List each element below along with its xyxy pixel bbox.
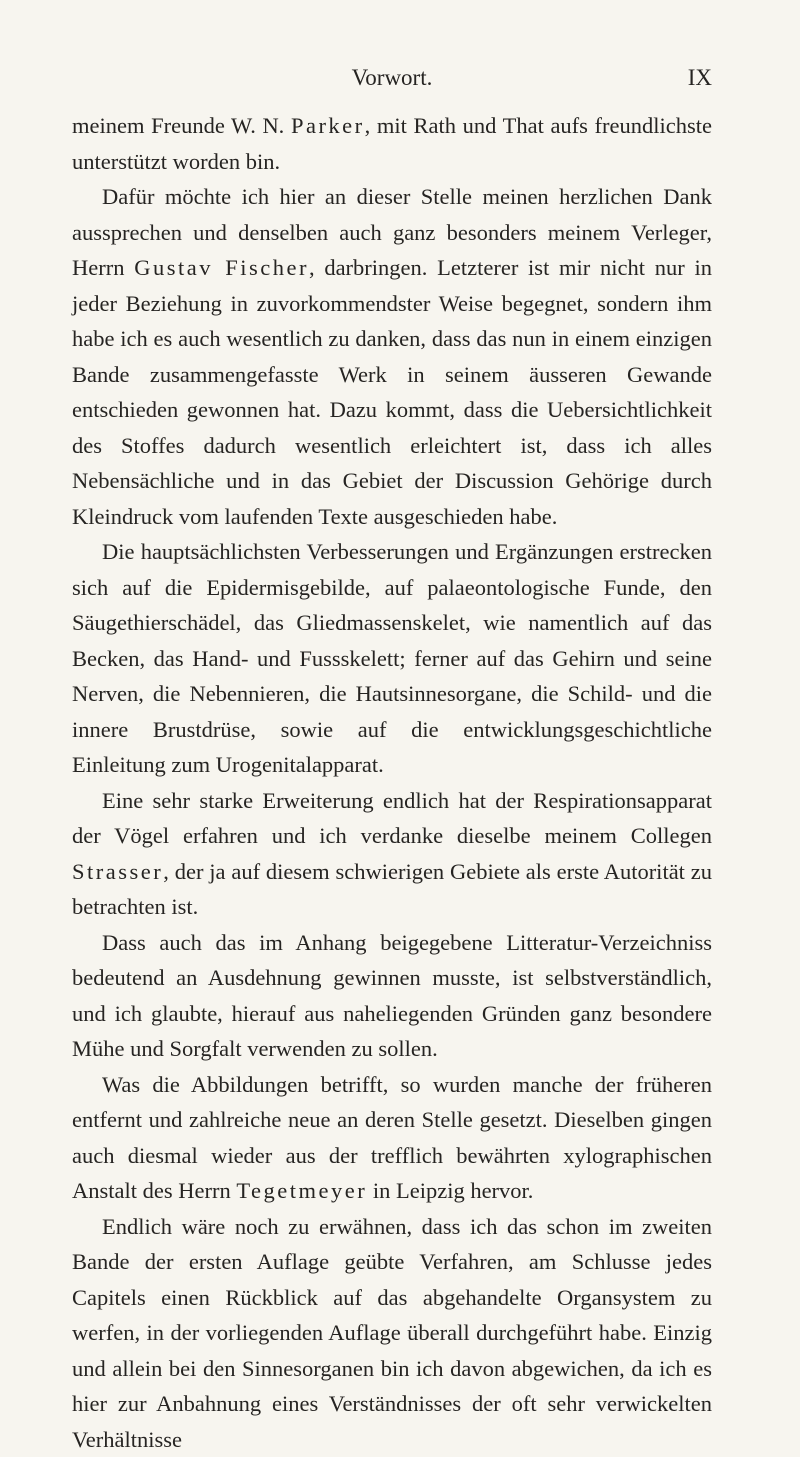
text-segment: Eine sehr starke Erweiterung endlich hat der Respirationsapparat der Vögel erfahren und ich verdanke dieselbe meinem Collegen	[72, 788, 712, 849]
running-title: Vorwort.	[72, 58, 712, 98]
body-text	[72, 108, 712, 1457]
text-segment: Dass auch das im Anhang beigegebene Litteratur-Verzeichniss bedeutend an Ausdehnung gewinnen musste, ist selbstverständlich, und ich glaubte, hierauf aus naheliegenden Gründen ganz besondere Mühe und Sorgfalt verwenden zu sollen.	[72, 930, 712, 1062]
spaced-name-parker: Parker	[291, 113, 365, 138]
paragraph	[72, 1209, 712, 1457]
text-segment: Endlich wäre noch zu erwähnen, dass ich das schon im zweiten Bande der ersten Auflage geübte Verfahren, am Schlusse jedes Capitels einen Rückblick auf das abgehandelte Organsystem zu werfen, in der vorliegenden Auflage überall durchgeführt habe. Einzig und allein bei den Sinnesorganen bin ich davon abgewichen, da ich es hier zur Anbahnung eines Verständnisses der oft sehr verwickelten Verhältnisse	[72, 1214, 712, 1452]
text-segment: Dafür möchte ich hier an dieser Stelle meinen herzlichen Dank aussprechen und denselben auch ganz besonders meinem Verleger, Herrn	[72, 184, 712, 280]
text-segment: meinem Freunde W. N.	[72, 113, 291, 138]
paragraph	[72, 534, 712, 783]
paragraph	[72, 783, 712, 925]
paragraph	[72, 108, 712, 179]
text-segment: in Leipzig hervor.	[367, 1178, 533, 1203]
paragraph	[72, 1067, 712, 1209]
spaced-name-gustav-fischer: Gustav Fischer	[134, 255, 309, 280]
text-segment: Was die Abbildungen betrifft, so wurden manche der früheren entfernt und zahlreiche neue an deren Stelle gesetzt. Dieselben gingen auch diesmal wieder aus der trefflich bewährten xylographischen Anstalt des Herrn	[72, 1072, 712, 1204]
text-segment: Die hauptsächlichsten Verbesserungen und Ergänzungen erstrecken sich auf die Epidermisgebilde, auf palaeontologische Funde, den Säugethierschädel, das Gliedmassenskelet, wie namentlich auf das Becken, das Hand- und Fussskelett; ferner auf das Gehirn und seine Nerven, die Nebennieren, die Hautsinnesorgane, die Schild- und die innere Brustdrüse, sowie auf die entwicklungsgeschichtliche Einleitung zum Urogenitalapparat.	[72, 539, 712, 777]
text-segment: , der ja auf diesem schwierigen Gebiete als erste Autorität zu betrachten ist.	[72, 859, 712, 920]
paragraph	[72, 179, 712, 534]
running-header	[72, 58, 712, 98]
text-segment: , darbringen. Letzterer ist mir nicht nur in jeder Beziehung in zuvorkommendster Weise begegnet, sondern ihm habe ich es auch wesentlich zu danken, dass das nun in einem einzigen Bande zusammengefasste Werk in seinem äusseren Gewande entschieden gewonnen hat. Dazu kommt, dass die Uebersichtlichkeit des Stoffes dadurch wesentlich erleichtert ist, dass ich alles Nebensächliche und in das Gebiet der Discussion Gehörige durch Kleindruck vom laufenden Texte ausgeschieden habe.	[72, 255, 712, 529]
spaced-name-strasser: Strasser	[72, 859, 163, 884]
page-number: IX	[688, 58, 712, 98]
paragraph	[72, 925, 712, 1067]
spaced-name-tegetmeyer: Tegetmeyer	[236, 1178, 367, 1203]
text-segment: , mit Rath und That aufs freundlichste unterstützt worden bin.	[72, 113, 712, 174]
